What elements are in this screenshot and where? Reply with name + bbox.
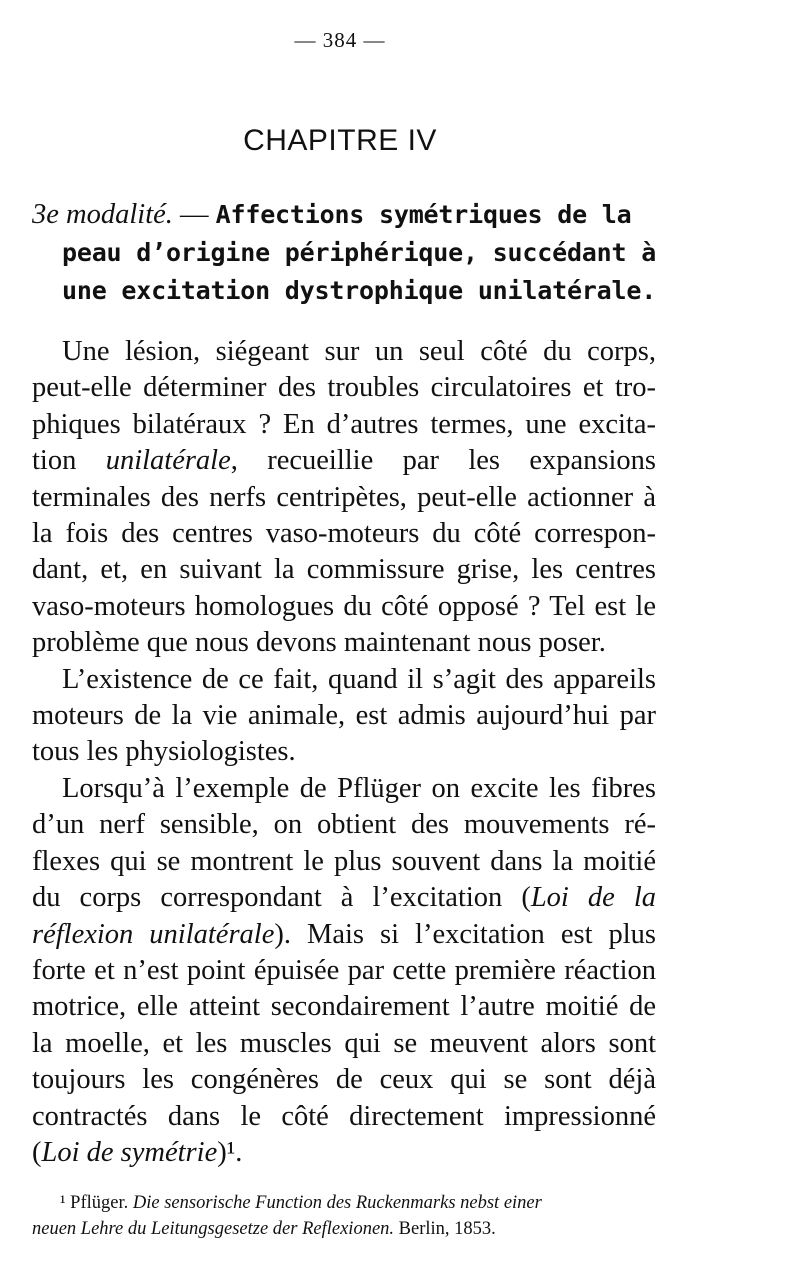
text-line: contractés dans le côté directement impressionné <box>32 1100 656 1132</box>
text-line: L’existence de ce fait, quand il s’agit des appareils <box>62 663 656 695</box>
text-line: forte et n’est point épuisée par cette première réaction <box>32 954 656 986</box>
text-line: moteurs de la vie animale, est admis aujourd’hui par <box>32 700 656 732</box>
section-title-2: peau d’origine périphérique, succédant à <box>62 238 657 267</box>
text-line: vaso-moteurs homologues du côté opposé ? Tel est le <box>32 590 656 622</box>
chapter-title: CHAPITRE IV <box>243 124 437 157</box>
text-segment: tion <box>32 445 106 477</box>
italic-term: Loi de la <box>530 882 657 914</box>
text-line: la moelle, et les muscles qui se meuvent alors sont <box>32 1027 656 1059</box>
text-line: la fois des centres vaso-moteurs du côté correspon- <box>32 518 656 550</box>
text-line: dant, et, en suivant la commissure grise, les centres <box>32 554 656 586</box>
text-segment: , recueillie par les expansions <box>230 445 656 477</box>
text-line: tous les physiologistes. <box>32 736 296 768</box>
text-line: motrice, elle atteint secondairement l’autre moitié de <box>32 991 656 1023</box>
section-title-1: Affections symétriques de la <box>215 200 632 229</box>
footnote-line-1 <box>32 1190 662 1216</box>
text-line <box>32 1135 656 1171</box>
italic-term: unilatérale <box>105 445 231 477</box>
footnote-marker: ¹ <box>60 1193 66 1213</box>
footnote <box>32 1190 662 1242</box>
italic-term: Loi de symétrie <box>41 1136 218 1168</box>
section-heading <box>32 196 657 310</box>
text-line: terminales des nerfs centripètes, peut-elle actionner à <box>32 481 656 513</box>
footnote-author: Pflüger. <box>70 1193 129 1213</box>
text-line: phiques bilatéraux ? En d’autres termes, une excita- <box>32 408 656 440</box>
footnote-title-1: Die sensorische Function des Ruckenmarks nebst einer <box>132 1193 542 1213</box>
text-segment: )¹. <box>217 1136 243 1168</box>
footnote-title-2: neuen Lehre du Leitungsgesetze der Reflexionen. <box>32 1219 395 1239</box>
text-line: Une lésion, siégeant sur un seul côté du corps, <box>62 336 656 367</box>
page-number: — 384 — <box>294 28 386 52</box>
section-title-3: une excitation dystrophique unilatérale. <box>62 276 657 305</box>
text-segment: du corps correspondant à l’excitation ( <box>32 882 531 914</box>
text-segment: ). Mais si l’excitation est plus <box>274 918 657 950</box>
text-line: peut-elle déterminer des troubles circulatoires et tro- <box>32 372 656 404</box>
footnote-line-2 <box>32 1216 662 1242</box>
text-line: Lorsqu’à l’exemple de Pflüger on excite les fibres <box>62 772 656 804</box>
text-line: toujours les congénères de ceux qui se sont déjà <box>32 1064 656 1096</box>
section-dash: — <box>180 199 209 230</box>
italic-term: réflexion unilatérale <box>32 918 275 950</box>
section-heading-line-3 <box>32 272 657 310</box>
text-line: problème que nous devons maintenant nous poser. <box>32 627 606 659</box>
text-line <box>32 880 656 916</box>
footnote-place-year: Berlin, 1853. <box>398 1219 496 1239</box>
text-line <box>32 443 656 479</box>
section-heading-line-1 <box>32 196 652 234</box>
section-heading-line-2 <box>32 234 657 272</box>
text-line: d’un nerf sensible, on obtient des mouvements ré- <box>32 809 656 841</box>
text-segment: ( <box>32 1136 42 1168</box>
body-text <box>32 334 656 1171</box>
text-line: flexes qui se montrent le plus souvent dans la moitié <box>32 845 656 877</box>
text-line <box>32 917 656 953</box>
section-lead: 3e modalité. <box>32 199 173 230</box>
